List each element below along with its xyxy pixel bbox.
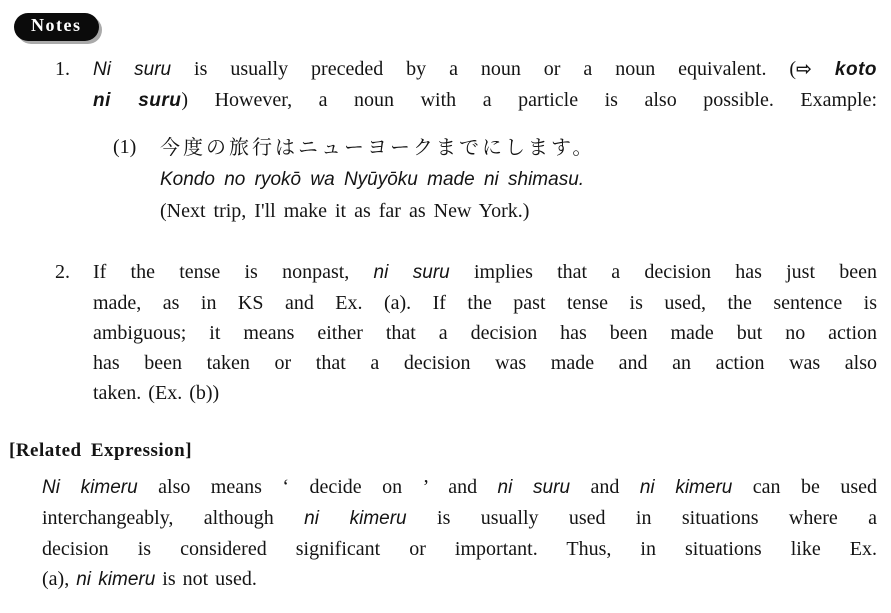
note-1 bbox=[55, 54, 877, 240]
related-expression-heading: [Related Expression] bbox=[9, 440, 193, 461]
english-translation: (Next trip, I'll make it as far as New York.) bbox=[160, 200, 530, 222]
related-expression-paragraph bbox=[42, 472, 877, 595]
note-1-number: 1. bbox=[55, 58, 70, 80]
romaji-sentence: Kondo no ryokō wa Nyūyōku made ni shimasu. bbox=[160, 169, 585, 190]
note-line: made, as in KS and Ex. (a). If the past tense is used, the sentence is bbox=[93, 292, 877, 314]
note-line: ni suru) However, a noun with a particle is also possible. Example: bbox=[93, 89, 878, 111]
paragraph-line: decision is considered significant or important. Thus, in situations like Ex. bbox=[42, 538, 877, 560]
example-1 bbox=[113, 130, 877, 227]
example-body bbox=[160, 130, 877, 227]
note-line: has been taken or that a decision was made and an action was also bbox=[93, 352, 877, 374]
note-2 bbox=[55, 257, 877, 408]
paragraph-line: interchangeably, although ni kimeru is usually used in situations where a bbox=[42, 507, 878, 529]
example-label: (1) bbox=[113, 136, 137, 158]
paragraph-line: (a), ni kimeru is not used. bbox=[42, 568, 257, 590]
note-2-number: 2. bbox=[55, 261, 70, 283]
paragraph-line: Ni kimeru also means ‘ decide on ’ and ni suru and ni kimeru can be used bbox=[42, 476, 877, 498]
note-1-body bbox=[93, 54, 877, 240]
note-line: Ni suru is usually preceded by a noun or a noun equivalent. (⇨ koto bbox=[93, 58, 878, 80]
note-line: If the tense is nonpast, ni suru implies that a decision has just been bbox=[93, 261, 877, 283]
note-line: taken. (Ex. (b)) bbox=[93, 382, 220, 404]
note-line: ambiguous; it means either that a decision has been made but no action bbox=[93, 322, 877, 344]
note-2-body bbox=[93, 257, 877, 408]
japanese-sentence: 今度の旅行はニューヨークまでにします。 bbox=[160, 135, 596, 159]
notes-badge bbox=[14, 13, 99, 41]
notes-badge-label: Notes bbox=[31, 15, 82, 35]
